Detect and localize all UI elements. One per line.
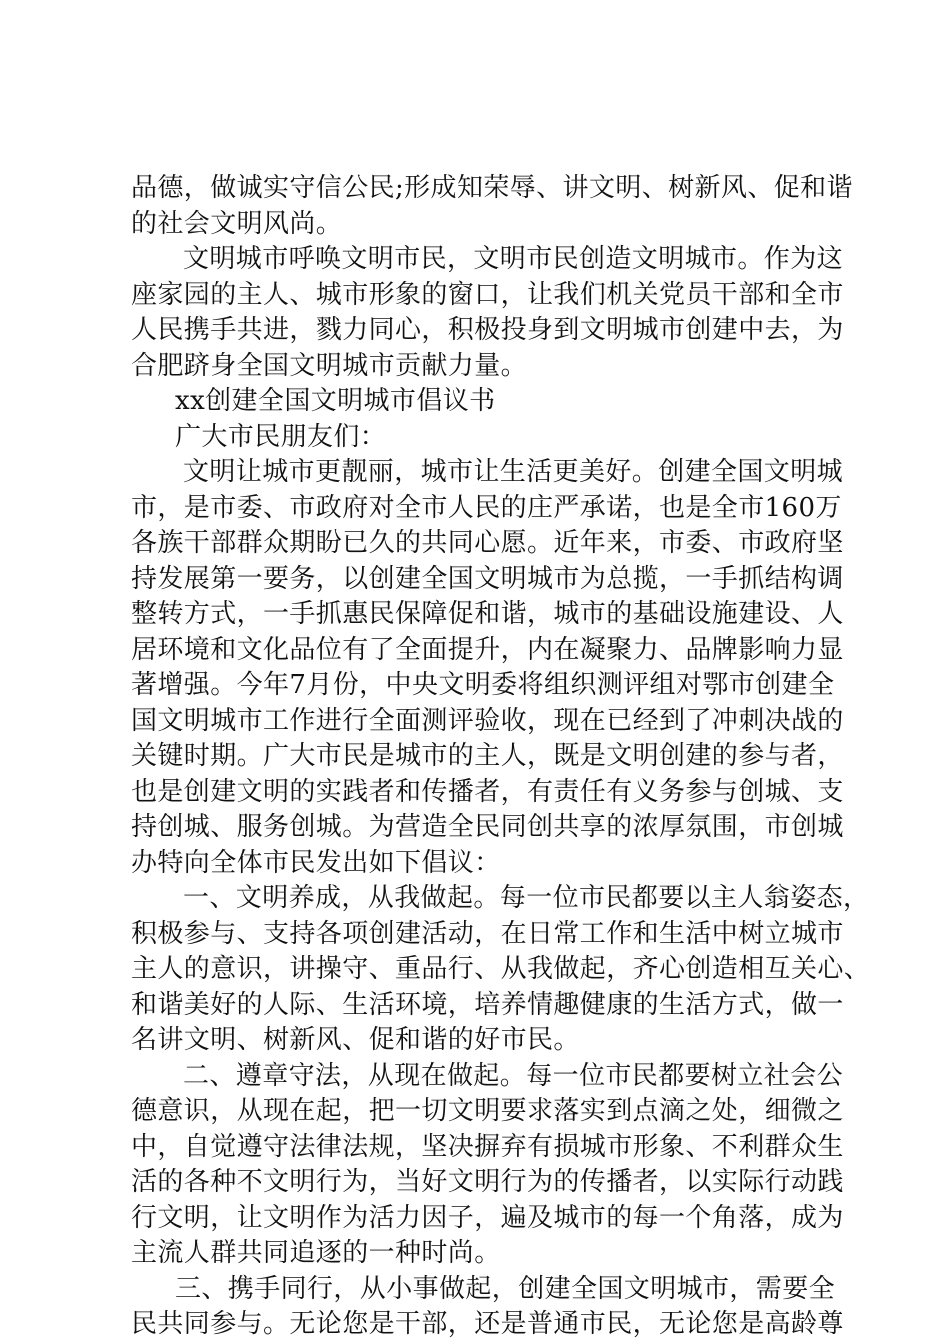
text-line: 文明让城市更靓丽，城市让生活更美好。创建全国文明城	[183, 457, 844, 487]
text-line: 主流人群共同追逐的一种时尚。	[131, 1238, 501, 1268]
text-line: 活的各种不文明行为，当好文明行为的传播者，以实际行动践	[131, 1167, 844, 1197]
text-line: 人民携手共进，戮力同心，积极投身到文明城市创建中去，为	[131, 315, 844, 345]
text-line: 民共同参与。无论您是干部，还是普通市民，无论您是高龄尊	[131, 1309, 844, 1339]
text-line: 二、遵章守法，从现在做起。每一位市民都要树立社会公	[183, 1060, 844, 1091]
text-line: 著增强。今年7月份，中央文明委将组织测评组对鄂市创建全	[131, 670, 835, 700]
text-line: 座家园的主人、城市形象的窗口，让我们机关党员干部和全市	[131, 279, 844, 310]
text-line: xx创建全国文明城市倡议书	[175, 386, 496, 416]
text-line: 名讲文明、树新风、促和谐的好市民。	[131, 1025, 580, 1055]
text-line: 也是创建文明的实践者和传播者，有责任有义务参与创城、支	[131, 776, 844, 807]
text-line: 文明城市呼唤文明市民，文明市民创造文明城市。作为这	[183, 244, 844, 274]
document-body	[131, 171, 871, 1343]
text-line: 三、携手同行，从小事做起，创建全国文明城市，需要全	[175, 1273, 836, 1304]
text-line: 主人的意识，讲操守、重品行、从我做起，齐心创造相互关心、	[131, 954, 871, 984]
text-line: 德意识，从现在起，把一切文明要求落实到点滴之处，细微之	[131, 1096, 844, 1126]
text-line: 和谐美好的人际、生活环境，培养情趣健康的生活方式，做一	[131, 989, 844, 1020]
text-line: 广大市民朋友们：	[175, 421, 387, 452]
text-line: 的社会文明风尚。	[131, 208, 343, 239]
text-line: 中，自觉遵守法律法规，坚决摒弃有损城市形象、不利群众生	[131, 1131, 844, 1162]
text-line: 合肥跻身全国文明城市贡献力量。	[131, 350, 528, 381]
text-line: 关键时期。广大市民是城市的主人，既是文明创建的参与者，	[131, 741, 844, 771]
text-line: 市，是市委、市政府对全市人民的庄严承诺，也是全市160万	[131, 492, 842, 523]
text-line: 持发展第一要务，以创建全国文明城市为总揽，一手抓结构调	[131, 563, 844, 594]
text-line: 一、文明养成，从我做起。每一位市民都要以主人翁姿态，	[183, 883, 870, 913]
text-line: 各族干部群众期盼已久的共同心愿。近年来，市委、市政府坚	[131, 528, 844, 558]
text-line: 办特向全体市民发出如下倡议：	[131, 847, 501, 878]
text-line: 国文明城市工作进行全面测评验收，现在已经到了冲刺决战的	[131, 705, 844, 736]
text-line: 积极参与、支持各项创建活动，在日常工作和生活中树立城市	[131, 918, 844, 949]
text-line: 行文明，让文明作为活力因子，遍及城市的每一个角落，成为	[131, 1202, 844, 1233]
text-line: 居环境和文化品位有了全面提升，内在凝聚力、品牌影响力显	[131, 634, 844, 665]
text-line: 品德，做诚实守信公民;形成知荣辱、讲文明、树新风、促和谐	[131, 173, 853, 203]
text-line: 整转方式，一手抓惠民保障促和谐，城市的基础设施建设、人	[131, 599, 844, 629]
text-line: 持创城、服务创城。为营造全民同创共享的浓厚氛围，市创城	[131, 812, 844, 842]
